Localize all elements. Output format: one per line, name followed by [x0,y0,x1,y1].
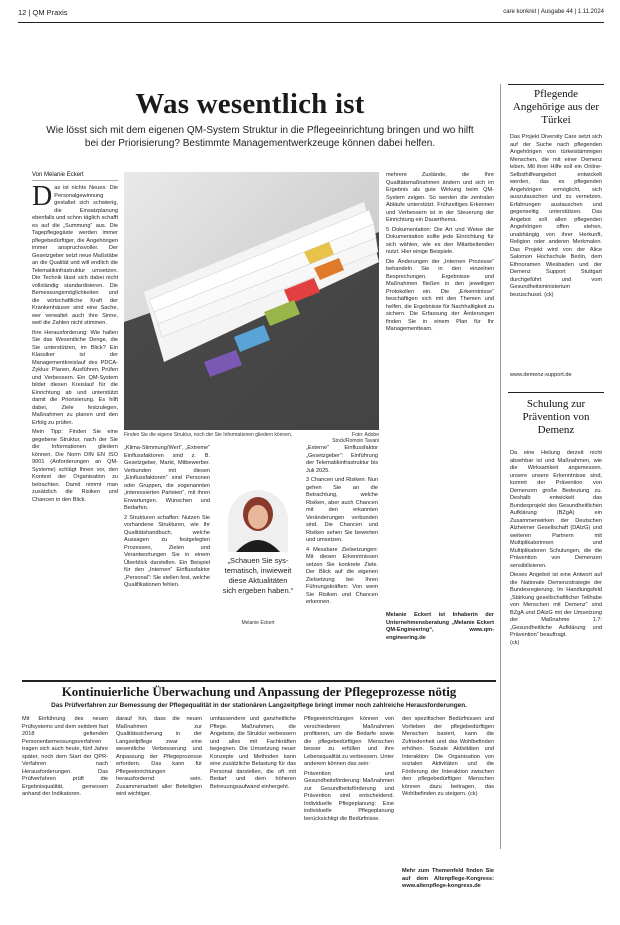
column-1 [32,185,118,685]
author-note: Melanie Eckert ist Inhaberin der Unternehmensberatung „Melanie Eckert QM-Engineering“, www.qm-engineering.de [386,612,494,641]
bottom-column-1: Mit Einführung des neuen Prüfsystems und dem seitdem fast 2018 geltenden Personenbemessungsverfahren tragen sich auch heute, fünf Jahre später, noch dem Start der QPR-Verfahren nach Herausforderungen. Das Prüfverfahren prüft die Ergebnisqualität, gemessen anhand der Indikatoren. [22,716,108,797]
bottom-column-4-intro: Pflegeeinrichtungen können von verschiedenen Maßnahmen profitieren, um die Bedarfe sowie die pflegebedürftigen Menschen besser zu erfüllen und ihre Lebensqualität zu verbessern. Unter anderem können das sein: [304,716,394,767]
column-4-paragraph: mehrere Zustände, die Ihre Qualitätsmaßnahmen ändern und sich im Ergebnis als gute Wirkung beim QM-System zeigen. So werden die zentralen Abläufe unterstützt. Frühzeitiges Erkennen und Verbessern ist in der Steuerung der Einrichtung ein Dauerthema. [386,172,494,223]
header-separator: | [28,8,33,17]
sidebar-1-link[interactable]: www.demenz-support.de [510,372,572,378]
bottom-column-5-note: Mehr zum Themenfeld finden Sie auf dem Altenpflege-Kongress: www.altenpflege-kongress.de [402,868,494,889]
sidebar-1-rule [508,84,604,85]
column-2-item: 2 Strukturen schaffen: Nutzen Sie vorhandene Strukturen, wie Ihr Qualitätshandbuch, welche Aussagen zu festgelegten Prozessen, Zielen und Verantwortungen Sie in einem Überblick darstellen. Ein Beispiel für den „Internen“ Einflussfaktor „Personal“: Sie stellen fest, welche Qualifikationen fehlen. [124,514,210,588]
sidebar-2-rule [508,392,604,393]
column-3-paragraph: „Externe“ Einflussfaktor „Gesetzgeber“: Einführung der Telematikinfrastruktur bis Juli 2025. [306,445,378,474]
sidebar-1-body: Das Projekt Diversity Care setzt sich auf der Suche nach pflegenden Angehörigen von türkeistämmigen Menschen, die mit einer Demenz leben. Mit ihrer Hilfe soll ein Online-Selbsthilfeangebot entwickelt werden, das es pflegenden Angehörigen ermöglicht, sich auszutauschen und zu vernetzen. Erfahrungen austauschen und gegenseitig unterstützen. Das Angebot soll allen pflegenden Angehörigen offen stehen, unabhängig von ihrer Herkunft, Religion oder anderen Merkmalen. Das Projekt wird von der Alice Salomon Hochschule Berlin, dem Ethnoramen Wiesbaden und der Demenz Support Stuttgart durchgeführt und vom Gesundheitsministerium bezuschusst. [510,134,602,298]
sidebar-1-text [510,134,602,356]
column-1-paragraph-2: Ihre Herausforderung: Wie halten Sie das Wesentliche Denge, die Sie unterstützen, im Blick? Ein Klassiker ist der Managementkreislauf des PDCA-Zyklus: Planen, Ausführen, Prüfen und Verbessern. Ein QM-System bildet diesen Kreislauf für die Einrichtung ab und unterstützt damit die Priorisierung. Es hilft dabei, Ziele festzulegen, Maßnahmen zu planen und den Erfolg zu prüfen. [32,329,118,426]
article-title: Was wesentlich ist [135,88,365,120]
article-photo [124,172,379,430]
page-header-right [503,9,604,15]
bottom-article-title: Kontinuierliche Überwachung und Anpassung der Pflegeprozesse nötig [61,684,457,699]
byline: Von Melanie Eckert [32,172,118,181]
magazine-name: care konkret [503,9,537,15]
photo-credit: Foto: Adobe Stock/Romolo Tavani [332,432,379,444]
issue-number: Ausgabe 44 [540,9,573,15]
bottom-column-4-items: Prävention und Gesundheitsförderung: Maßnahmen zur Gesundheitsförderung und Prävention sind entscheidend. Individuelle Pflegeplanung: Eine individuelle Pflegeplanung berücksichtigt die Bedürfnisse. [304,770,394,822]
column-2 [124,445,210,685]
bottom-column-3: umfassendere und ganzheitliche Pflege. Maßnahmen, die Angebote, die Struktur verbessern und alles mit Fachkräften begegnen. Die Umsetzung neuer Konzepte und Methoden kann eine zusätzliche Belastung für das Personal darstellen, die oft mit Bedarf und dem höheren Betreuungsaufwand einhergeht. [210,716,296,790]
column-1-paragraph-3: Mein Tipp: Finden Sie eine gegebene Struktur, nach der Sie die Informationen gliedern können. Die Norm DIN EN ISO 9001 (Anforderungen an QM-Systeme) schlägt Ihnen vor, den Kontext der Organisation zu betrachten. Damit nimmt man zusätzlich die Risiken und Chancen in den Blick. [32,429,118,503]
sidebar-2-paragraph-2: Dieses Angebot ist eine Antwort auf die Nationale Demenzstrategie der Bundesregierung. Im Handlungsfeld „Stärkung gesellschaftlicher Teilhabe von Menschen mit Demenz“ sind BZgA und DAlzG mit der Umsetzung der Maßnahme 1.7: „Gesundheitliche Aufklärung und Prävention“ beauftragt. [510,572,602,638]
bottom-column-4 [304,716,394,901]
column-3-item-4: 4 Messbare Zielsetzungen: Mit diesen Erkenntnissen setzen Sie konkrete Ziele. Der Blick auf die eigenen Zielsetzung bei Ihren Führungskräften: Von wem Sie Risiken und Chancen erkennen. [306,546,378,605]
bottom-article-subtitle: Das Prüfverfahren zur Bemessung der Pflegequalität in der stationären Langzeitpflege bringt immer noch zahlreiche Herausforderungen. [51,702,467,709]
author-portrait [228,490,288,552]
sidebar-2-text [510,450,602,890]
bottom-article-rule [22,680,496,682]
sidebar-divider [500,84,501,849]
column-3 [306,445,378,685]
issue-date: 1.11.2024 [577,9,604,15]
column-2-paragraph: „Klima-Stimmung/Wert“, „Extreme“ Einflussfaktoren sind z. B. Gesetzgeber, Markt, Mitbewerber. Verbunden mit diesen „Einflussfaktoren“ sind Personen oder Gruppen, die sogenannten „interessierten Parteien“, mit ihren Erwartungen. Wünschen und Bedarfen. [124,445,210,511]
sidebar-1-title: Pflegende Angehörige aus der Türkei [512,88,600,126]
header-separator: | [574,9,578,15]
sidebar-2-title: Schulung zur Prävention von Demenz [522,398,590,436]
column-4-bottom: Die Änderungen der „Internen Prozesse“ behandeln Sie in den einzelnen Besprechungen. Ergebnisse und Maßnahmen fließen in den jeweiligen Protokollen ein. Die „Erkenntnisse“ beschäftigen sich mit den Themen und helfen, die Ergebnisse für Nachhaltigkeit zu sichern. Die Erfassung der Änderungen finden Sie in einem Plan für Ihr Managementteam. [386,258,494,332]
page-number: 12 [18,8,27,17]
column-1-paragraph-1: as ist nichts Neues: Die Personalgewinnung gestaltet sich schwierig, die Einsatzplanung ebenfalls und schon täglich schafft es auf die „Summung“ aus. Die Tagepflegegäste werden immer pflegebedürftiger, die Angehörigen immer anspruchsvoller. Der Gesetzgeber setzt neue Maßstäbe an die Qualität und will endlich die Telematikinfrastruktur umsetzen. Die Technik lässt sich dabei nicht vollständig standardisieren. Die Bemessungsmöglichkeiten und die wirtschaftliche Kraft der Krankenhäuser sind eine Sache, wer verwaltet auch ihre Sinne, weil die Zahlen nicht stimmen. [32,185,118,326]
header-separator: | [537,9,541,15]
bottom-column-5-text: den spezifischen Bedürfnissen und Vorlieben der pflegebedürftigen Menschen basiert, kann die Zufriedenheit und das Wohlbefinden erhöhen. Soziale Aktivitäten und Interaktion: Die Organisation von sozialen Aktivitäten und die Förderung der Interaktion zwischen den pflegebedürftigen Menschen können dazu beitragen, das Wohlbefinden zu steigern. [402,716,494,797]
section-name: QM Praxis [32,8,68,17]
sidebar-2-paragraph-1: Da eine Heilung derzeit nicht absehbar ist und Maßnahmen, wie die Wirksamkeit angemessen, unsere unsere Erkenntnisse sind, kommt der Prävention von Demenzen große Bedeutung zu. Deshalb entwickelt das Bundesprojekt des Gesundheitlichen Aufklärung (BZgA) ein Zusammenwirken der Deutschen Alzheimer Gesellschaft (DAlzG) und weiteren Partnern mit Multiplikatorinnen und Multiplikatoren Schulungen, die die Prävention von Demenzen sensibilisieren. [510,450,602,569]
drop-cap: D [32,185,53,212]
bottom-column-5 [402,716,494,856]
photo-caption: Finden Sie die eigene Struktur, noch der Sie Informationen gliedern können. [124,432,293,438]
page-header-left [18,8,68,17]
column-3-item-3: 3 Chancen und Risiken: Nun gehen Sie an die Betrachtung, welche Risiken, aber auch Chancen mit den erkannten Veränderungen verbunden sind. Die Chancen und Risiken sehen Sie bewerten und umsetzen. [306,477,378,543]
header-rule [18,22,604,23]
article-lead: Wie lösst sich mit dem eigenen QM-System Struktur in die Pflegeeinrichtung bringen und wo hilft bei der Priorisierung? Bestimmte Managementwerkzeuge können dabei helfen. [46,125,474,149]
pull-quote: „Schauen Sie systematisch, inwieweit diese Aktualitäten sich ergeben haben.“ [222,556,294,595]
bottom-column-5-signature: (ck) [468,791,478,797]
sidebar-2-signature: (ck) [510,639,520,646]
binder-illustration [124,172,379,430]
sidebar-1-signature: (ck) [544,291,554,298]
column-4-item-5: 5 Dokumentation: Die Art und Weise der Dokumentation sollte jede Einrichtung für sich wählen, wie es den Mitarbeitenden nutzt. Hier einige Beispiele. [386,226,494,255]
portrait-image [228,490,288,552]
column-4 [386,172,494,607]
bottom-column-2: darauf hin, dass die neuen Maßnahmen zur Qualitätssicherung in der Langzeitpflege zwar eine wesentliche Verbesserung und Anpassung der Pflegeprozesse erfordern. Das kann für Pflegeeinrichtungen herausfordernd sein. Zusammenarbeit aller Beteiligten wird wichtiger. [116,716,202,797]
quote-author: Melanie Eckert [241,620,275,626]
